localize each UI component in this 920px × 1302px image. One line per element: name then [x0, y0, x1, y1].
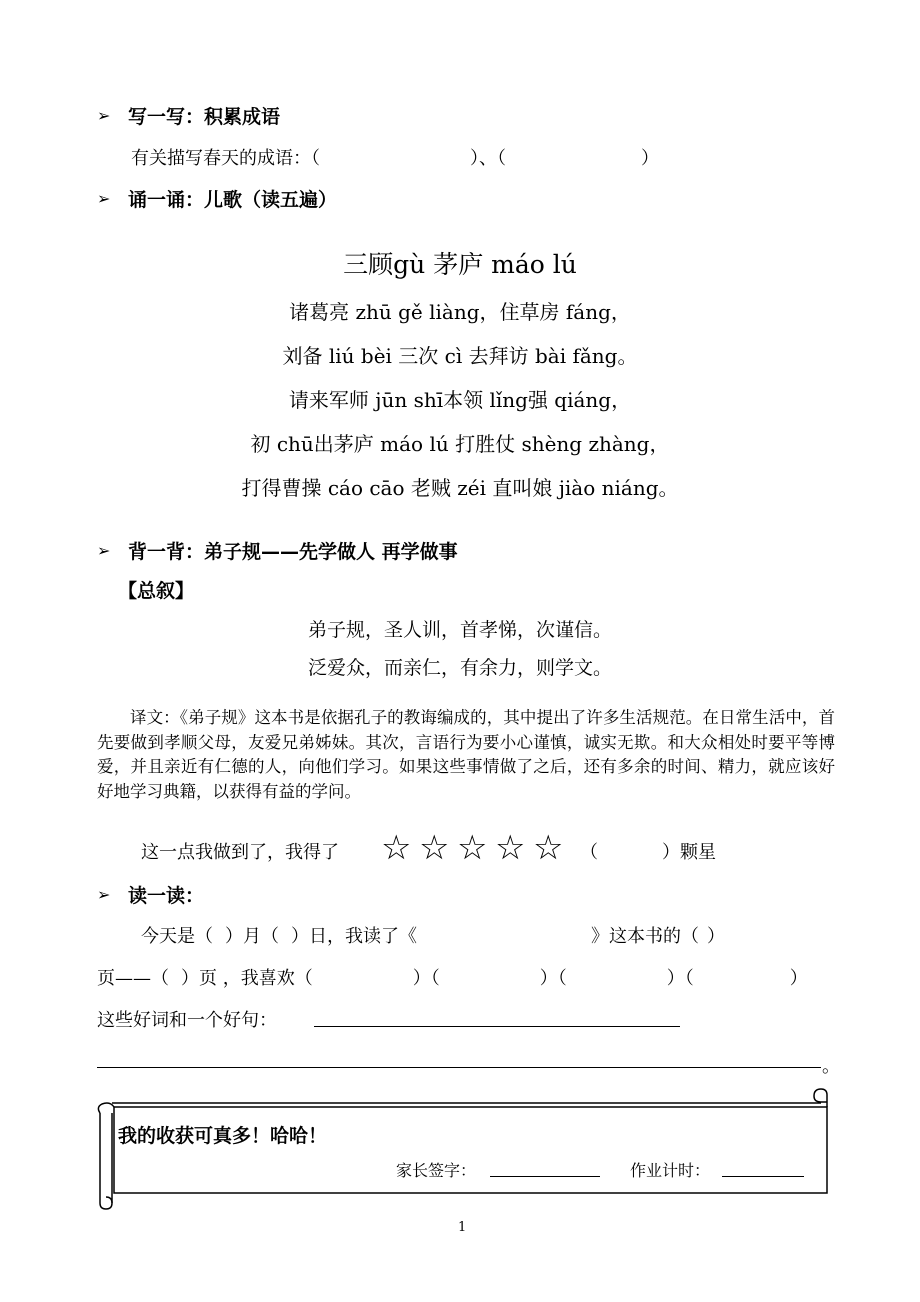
star-icon[interactable]: ☆ — [381, 828, 412, 868]
bullet-arrow-icon: ➢ — [97, 189, 111, 208]
log-text: ）页 ，我喜欢（ — [181, 968, 313, 989]
log-text: ）（ — [666, 968, 694, 989]
harvest-title: 我的收获可真多！哈哈！ — [118, 1125, 328, 1147]
classic-line: 泛爱众，而亲仁，有余力，则学文。 — [307, 657, 612, 679]
log-text: ） — [707, 926, 725, 947]
star-icon[interactable]: ☆ — [495, 828, 526, 868]
rating-row — [141, 838, 339, 864]
poem-line: 请来军师 jūn shī本领 lǐng强 qiáng， — [288, 388, 632, 412]
star-icon[interactable]: ☆ — [419, 828, 450, 868]
homework-time-field[interactable] — [722, 1176, 804, 1177]
write-prompt — [131, 144, 659, 170]
log-text: ）月（ — [225, 926, 279, 947]
reading-log-line-2 — [97, 964, 808, 990]
homework-time-label: 作业计时： — [630, 1161, 711, 1180]
bullet-arrow-icon: ➢ — [97, 541, 111, 560]
poem-line: 初 chū出茅庐 máo lú 打胜仗 shèng zhàng， — [250, 432, 670, 456]
write-sep: ）、（ — [470, 148, 506, 169]
log-text: ）日，我读了《 — [291, 926, 417, 947]
log-text: 页——（ — [97, 968, 169, 989]
rating-prefix: 这一点我做到了，我得了 — [141, 842, 339, 863]
log-text: 》这本书的（ — [591, 926, 699, 947]
good-sentence-field[interactable] — [97, 1067, 821, 1068]
poem-line: 诸葛亮 zhū gě liàng，住草房 fáng， — [289, 300, 631, 324]
star-icon[interactable]: ☆ — [457, 828, 488, 868]
rating-open: （ — [580, 842, 598, 863]
translation-paragraph: 译文：《弟子规》这本书是依据孔子的教诲编成的，其中提出了许多生活规范。在日常生活中，首先要做到孝顺父母，友爱兄弟姊妹。其次，言语行为要小心谨慎，诚实无欺。和大众相处时要平等博爱，并且亲近有仁德的人，向他们学习。如果这些事情做了之后，还有多余的时间、精力，就应该好好地学习典籍，以获得有益的学问。 — [97, 708, 835, 801]
log-text: 今天是（ — [141, 926, 213, 947]
poem-title: 三顾gù 茅庐 máo lú — [343, 250, 577, 279]
memorize-heading: 背一背：弟子规——先学做人 再学做事 — [128, 541, 458, 563]
log-text: ） — [789, 968, 808, 989]
good-words-field[interactable] — [314, 1026, 680, 1027]
rating-close: ）颗星 — [662, 842, 716, 863]
scroll-banner — [92, 1085, 837, 1215]
parent-sign-field[interactable] — [490, 1176, 600, 1177]
poem-line: 刘备 liú bèi 三次 cì 去拜访 bài fǎng。 — [282, 344, 638, 368]
write-heading: 写一写：积累成语 — [128, 106, 281, 128]
classic-line: 弟子规，圣人训，首孝悌，次谨信。 — [307, 619, 612, 641]
reading-log-line-1 — [141, 922, 725, 948]
good-words-label: 这些好词和一个好句： — [97, 1010, 277, 1031]
star-icon[interactable]: ☆ — [533, 828, 564, 868]
rating-count — [580, 838, 716, 864]
recite-heading: 诵一诵：儿歌（读五遍） — [128, 189, 338, 211]
bullet-arrow-icon: ➢ — [97, 885, 111, 904]
sentence-end: 。 — [822, 1056, 840, 1077]
memorize-subheading: 【总叙】 — [118, 580, 195, 602]
log-text: ）（ — [412, 968, 440, 989]
write-close: ） — [641, 148, 659, 169]
bullet-arrow-icon: ➢ — [97, 106, 111, 125]
page-number: 1 — [458, 1220, 467, 1235]
parent-sign-label: 家长签字： — [396, 1161, 477, 1180]
read-heading: 读一读： — [128, 885, 205, 907]
write-prompt-text: 有关描写春天的成语：（ — [131, 148, 320, 169]
log-text: ）（ — [539, 968, 567, 989]
poem-line: 打得曹操 cáo cāo 老贼 zéi 直叫娘 jiào niáng。 — [241, 476, 679, 500]
